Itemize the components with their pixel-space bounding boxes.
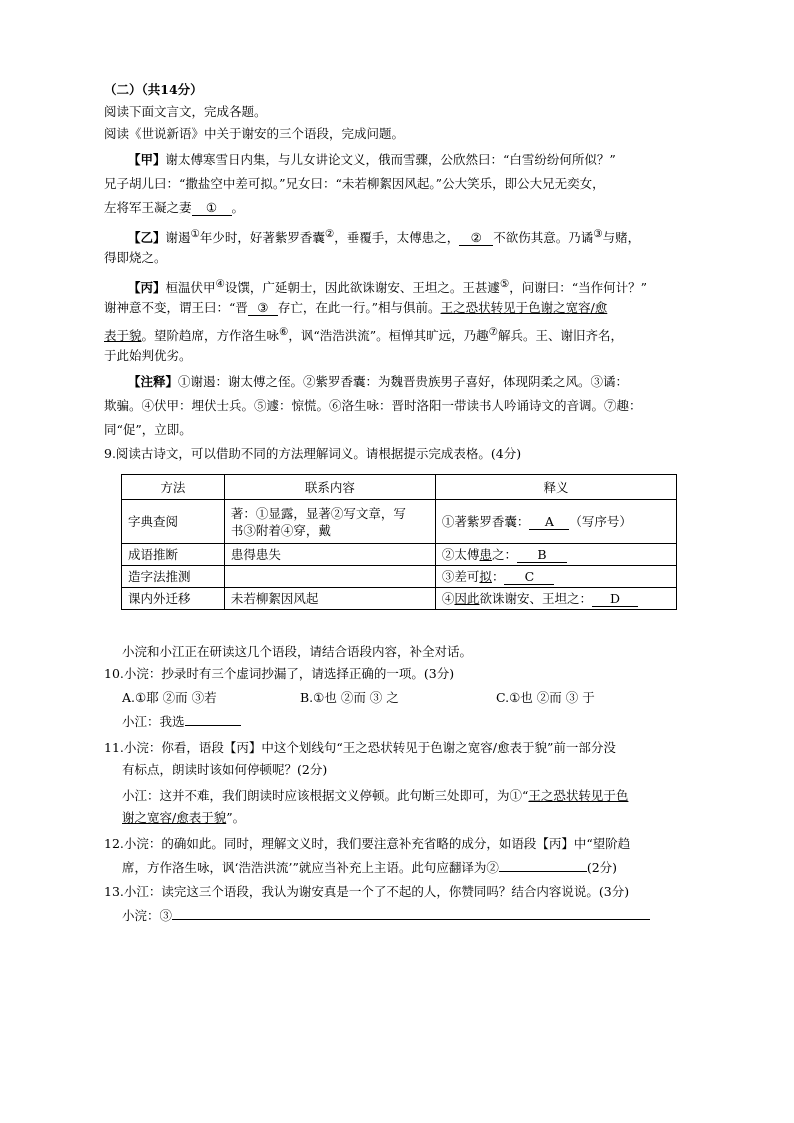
method-cell: 字典查阅: [122, 500, 225, 544]
meaning-cell: ③差可拟： C: [435, 566, 676, 588]
passage-jia-line: 左将军王凝之妻 ① 。: [104, 200, 245, 215]
content-cell: [224, 566, 435, 588]
question-10: 10.小浣：抄录时有三个虚词抄漏了，请选择正确的一项。(3分): [104, 666, 455, 681]
answer-blank[interactable]: [172, 919, 650, 920]
blank-D[interactable]: D: [592, 592, 638, 607]
notes-line: 【注释】①谢遏：谢太傅之侄。②紫罗香囊：为魏晋贵族男子喜好，体现阴柔之风。③谲：: [128, 374, 629, 389]
answer-line: 小江：我选: [122, 714, 241, 730]
passage-bing-line: 表于貌。望阶趋席，方作洛生咏⑥，讽“浩浩洪流”。桓惮其旷远，乃趣⑦解兵。王、谢旧齐名，: [104, 326, 624, 344]
answer-blank[interactable]: [185, 725, 241, 726]
question-13: 13.小江：读完这三个语段，我认为谢安真是一个了不起的人，你赞同吗？结合内容说说。(3分): [104, 884, 630, 899]
table-header: 联系内容: [224, 475, 435, 500]
passage-jia-line: 【甲】谢太傅寒雪日内集，与儿女讲论文义，俄而雪骤，公欣然曰：“白雪纷纷何所似？”: [128, 152, 616, 167]
meaning-cell: ②太傅患之： B: [435, 544, 676, 566]
table-header-row: [122, 475, 677, 500]
underlined-sentence: 王之恐状转见于色谢之宽容/愈: [440, 300, 608, 315]
notes-line: 欺骗。④伏甲：埋伏士兵。⑤遽：惊慌。⑥洛生咏：晋时洛阳一带读书人吟诵诗文的音调。⑦趣：: [104, 398, 642, 413]
section-title: （二）（共14分）: [104, 82, 203, 97]
passage-yi-line: 得即烧之。: [104, 250, 167, 265]
passage-yi-line: 【乙】谢遏①年少时，好著紫罗香囊②，垂覆手，太傅患之， ② 不欲伤其意。乃谲③与赌，: [128, 228, 641, 246]
question-9: 9.阅读古诗文，可以借助不同的方法理解词义。请根据提示完成表格。(4分): [104, 446, 522, 461]
question-11: 有标点，朗读时该如何停顿呢？(2分): [122, 762, 328, 777]
method-cell: 成语推断: [122, 544, 225, 566]
question-11: 11.小浣：你看，语段【丙】中这个划线句“王之恐状转见于色谢之宽容/愈表于貌”前一部分没: [104, 740, 616, 755]
option-c[interactable]: C.①也 ②而 ③ 于: [496, 690, 595, 705]
table-row: [122, 566, 677, 588]
vocab-table: [121, 474, 677, 610]
table-row: [122, 544, 677, 566]
underlined-sentence: 表于貌: [104, 328, 142, 344]
content-cell: 著：①显露，显著②写文章，写 书③附着④穿，戴: [224, 500, 435, 544]
blank-2[interactable]: ②: [459, 231, 493, 246]
answer-line: 小江：这并不难，我们朗读时应该根据文义停顿。此句断三处即可，为①“王之恐状转见于色: [122, 788, 629, 803]
passage-bing-line: 【丙】桓温伏甲④设馔，广延朝士，因此欲诛谢安、王坦之。王甚遽⑤，问谢曰：“当作何计？”: [128, 278, 648, 296]
passage-bing-line: 谢神意不变，谓王曰：“晋 ③ 存亡，在此一行。”相与俱前。王之恐状转见于色谢之宽容/愈: [104, 300, 608, 315]
table-header: 方法: [122, 475, 225, 500]
blank-1[interactable]: ①: [192, 201, 232, 216]
passage-jia-line: 兄子胡儿曰：“撒盐空中差可拟。”兄女曰：“未若柳絮因风起。”公大笑乐，即公大兄无奕女，: [104, 176, 605, 191]
table-row: [122, 500, 677, 544]
meaning-cell: ①著紫罗香囊： A （写序号）: [435, 500, 676, 544]
notes-line: 同“促”，立即。: [104, 422, 192, 437]
answer-line: 谢之宽容/愈表于貌”。: [122, 810, 246, 825]
option-a[interactable]: A.①耶 ②而 ③若: [122, 690, 217, 705]
answer-line: 小浣：③: [122, 908, 650, 924]
meaning-cell: ④因此欲诛谢安、王坦之： D: [435, 588, 676, 610]
blank-3[interactable]: ③: [248, 301, 278, 316]
blank-A[interactable]: A: [529, 515, 569, 530]
answer-blank[interactable]: [499, 871, 587, 872]
table-header: 释义: [435, 475, 676, 500]
instruction-line: 阅读《世说新语》中关于谢安的三个语段，完成问题。: [104, 126, 405, 141]
content-cell: 未若柳絮因风起: [224, 588, 435, 610]
blank-B[interactable]: B: [517, 548, 567, 563]
content-cell: 患得患失: [224, 544, 435, 566]
table-row: [122, 588, 677, 610]
instruction-line: 阅读下面文言文，完成各题。: [104, 104, 267, 119]
passage-bing-line: 于此始判优劣。: [104, 348, 192, 363]
option-b[interactable]: B.①也 ②而 ③ 之: [300, 690, 399, 705]
blank-C[interactable]: C: [504, 570, 554, 585]
question-12: 12.小浣：的确如此。同时，理解文义时，我们要注意补充省略的成分，如语段【丙】中“望阶趋: [104, 836, 631, 851]
dialog-intro: 小浣和小江正在研读这几个语段，请结合语段内容，补全对话。: [122, 644, 473, 659]
method-cell: 课内外迁移: [122, 588, 225, 610]
question-12: 席，方作洛生咏，讽‘浩浩洪流’”就应当补充上主语。此句应翻译为② (2分): [122, 860, 618, 875]
method-cell: 造字法推测: [122, 566, 225, 588]
